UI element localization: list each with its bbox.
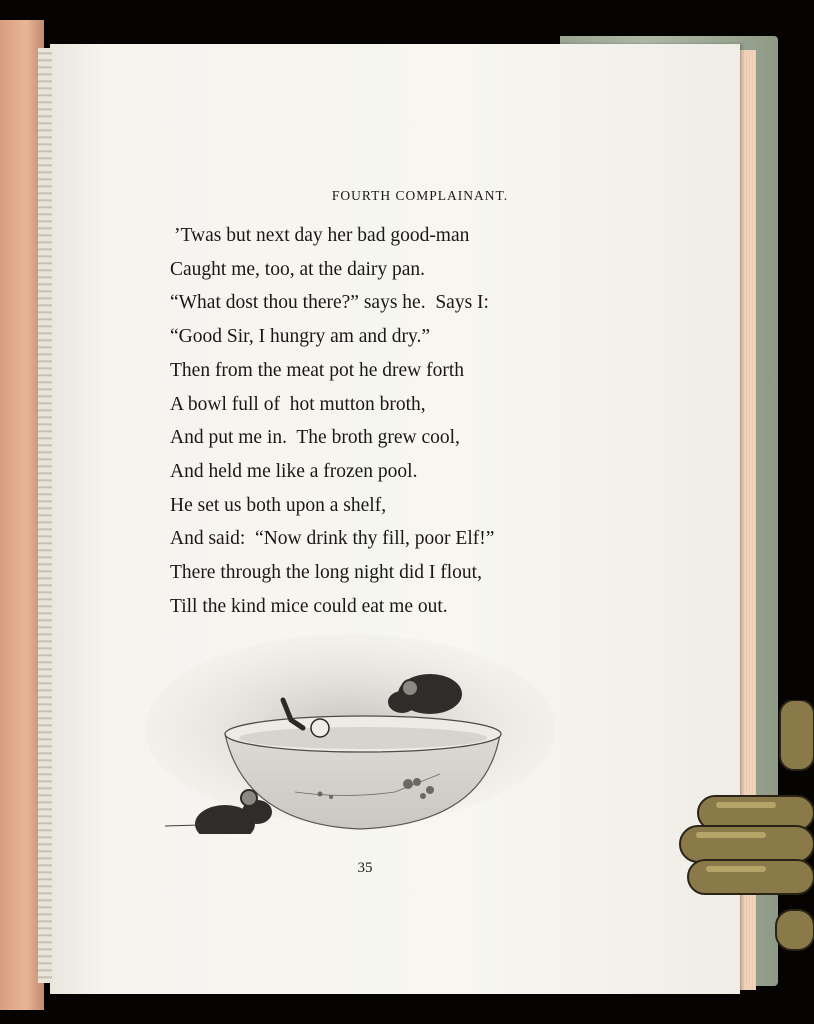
poem-line: A bowl full of hot mutton broth,: [170, 393, 426, 415]
poem-stanza: [170, 219, 610, 623]
poem-line: And put me in. The broth grew cool,: [170, 427, 460, 449]
poem-line: And said: “Now drink thy fill, poor Elf!”: [170, 528, 495, 550]
mice-and-bowl-illustration: [145, 624, 555, 834]
poem-line: “What dost thou there?” says he. Says I:: [170, 292, 489, 314]
poem-line: “Good Sir, I hungry am and dry.”: [170, 326, 431, 348]
book-page: [50, 44, 740, 994]
page-number: 35: [357, 860, 373, 876]
poem-line: ’Twas but next day her bad good-man: [174, 225, 470, 246]
poem-line: Till the kind mice could eat me out.: [170, 595, 448, 617]
poem-line: And held me like a frozen pool.: [170, 460, 418, 482]
running-head: FOURTH COMPLAINANT.: [331, 188, 509, 203]
poem-line: There through the long night did I flout,: [170, 562, 482, 584]
hand-holding-book: [676, 700, 814, 960]
poem-line: He set us both upon a shelf,: [170, 494, 387, 516]
poem-line: Caught me, too, at the dairy pan.: [170, 258, 426, 280]
book-gutter-stitching: [38, 48, 52, 983]
poem-line: Then from the meat pot he drew forth: [170, 359, 465, 381]
